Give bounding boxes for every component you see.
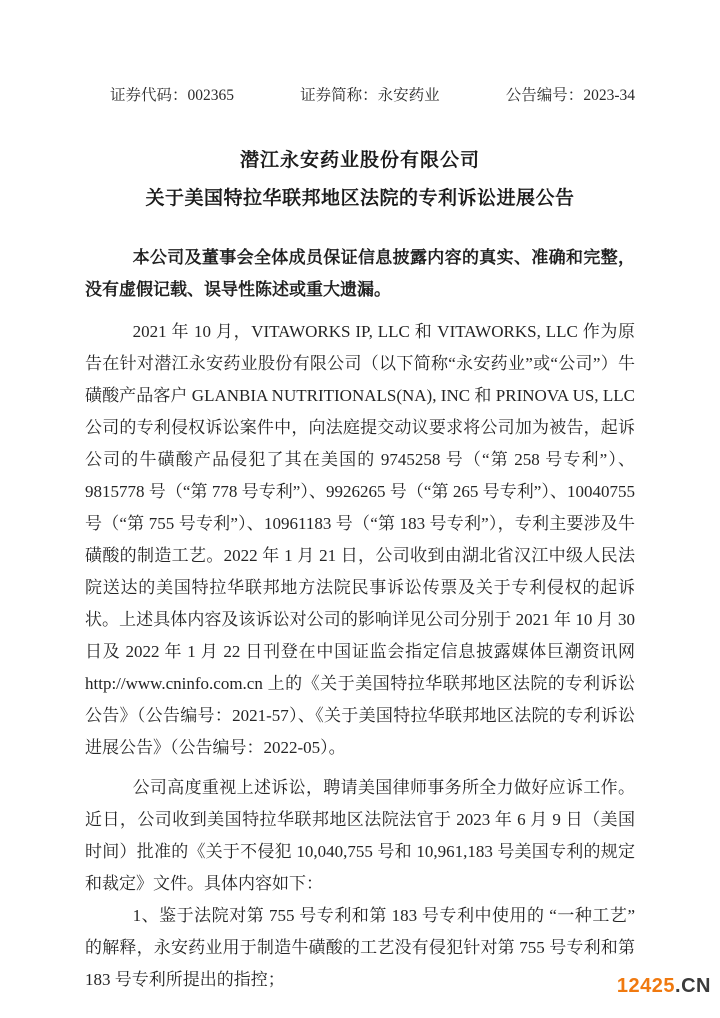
ruling-item-1-paragraph: 1、鉴于法院对第 755 号专利和第 183 号专利中使用的 “一种工艺” 的解释，永安药业用于制造牛磺酸的工艺没有侵犯针对第 755 号专利和第 183 号专利所提出的指控； [85, 906, 635, 989]
court-ruling-paragraph: 公司高度重视上述诉讼，聘请美国律师事务所全力做好应诉工作。近日，公司收到美国特拉华联邦地区法院法官于 2023 年 6 月 9 日（美国时间）批准的《关于不侵犯 10,040,755 号和 10,961,183 号美国专利的规定和裁定》文件。具体内容如下： [85, 778, 635, 893]
company-title: 潜江永安药业股份有限公司 [239, 150, 480, 171]
litigation-background-paragraph: 2021 年 10 月，VITAWORKS IP, LLC 和 VITAWORKS, LLC 作为原告在针对潜江永安药业股份有限公司（以下简称“永安药业”或“公司”）牛磺酸产品客户 GLANBIA NUTRITIONALS(NA), INC 和 PRINOVA US, LLC 公司的专利侵权诉讼案件中，向法庭提交动议要求将公司加为被告，起诉公司的牛磺酸产品侵犯了其在美国的 9745258 号（“第 258 号专利”）、9815778 号（“第 778 号专利”）、9926265 号（“第 265 号专利”）、10040755 号（“第 755 号专利”）、10961183 号（“第 183 号专利”），专利主要涉及牛磺酸的制造工艺。2022 年 1 月 21 日，公司收到由湖北省汉江中级人民法院送达的美国特拉华联邦地方法院民事诉讼传票及关于专利侵权的起诉状。上述具体内容及该诉讼对公司的影响详见公司分别于 2021 年 10 月 30 日及 2022 年 1 月 22 日刊登在中国证监会指定信息披露媒体巨潮资讯网 http://www.cninfo.com.cn 上的《关于美国特拉华联邦地区法院的专利诉讼公告》（公告编号：2021-57）、《关于美国特拉华联邦地区法院的专利诉讼进展公告》（公告编号：2022-05）。 [85, 322, 635, 757]
announcement-number-value: 2023-34 [583, 87, 635, 104]
announcement-number-label: 公告编号： [505, 87, 584, 104]
stock-short-name [300, 86, 440, 106]
watermark-number: 12425 [616, 975, 676, 997]
doc-header [110, 86, 635, 106]
stock-code [110, 86, 234, 106]
announcement-title: 关于美国特拉华联邦地区法院的专利诉讼进展公告 [145, 188, 575, 209]
announcement-number [506, 86, 635, 106]
stock-code-value: 002365 [187, 87, 235, 104]
watermark-domain: .CN [675, 975, 711, 997]
site-watermark [617, 975, 711, 998]
stock-code-label: 证券代码： [110, 87, 188, 104]
stock-short-name-value: 永安药业 [377, 87, 440, 104]
board-disclaimer-paragraph: 本公司及董事会全体成员保证信息披露内容的真实、准确和完整，没有虚假记载、误导性陈述或重大遗漏。 [85, 248, 635, 299]
stock-short-name-label: 证券简称： [300, 87, 378, 104]
